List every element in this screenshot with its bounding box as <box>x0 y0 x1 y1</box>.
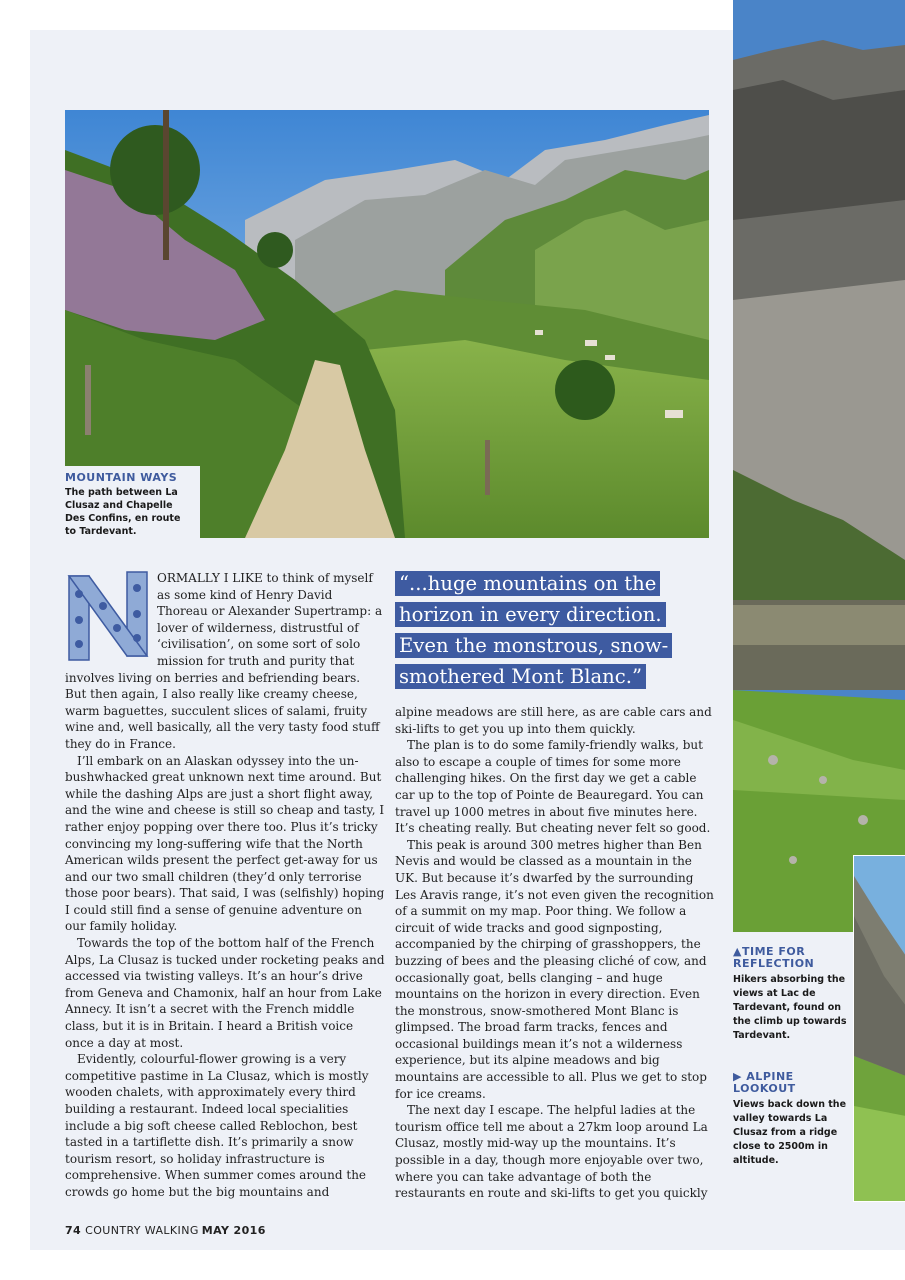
lake-tardevant-photo <box>733 0 905 932</box>
article-column-2 <box>395 704 715 1202</box>
publication-name: COUNTRY WALKING <box>85 1224 199 1237</box>
article-column-1 <box>65 570 385 1201</box>
page-number: 74 <box>65 1224 82 1237</box>
paragraph: The next day I escape. The helpful ladies at the tourism office tell me about a 27km loop around La Clusaz, mostly mid-way up the mountains. It’s possible in a day, though more enjoyable over two, where you can take advantage of both the restaurants en route and ski-lifts to get you quickly <box>395 1103 708 1201</box>
caption-title: MOUNTAIN WAYS <box>65 471 178 484</box>
issue-date: MAY 2016 <box>201 1224 266 1237</box>
caption-text: Views back down the valley towards La Clusaz from a ridge close to 2500m in altitude. <box>733 1099 847 1166</box>
page-footer <box>65 1224 266 1237</box>
paragraph: This peak is around 300 metres higher than Ben Nevis and would be classed as a mountain in the UK. But because it’s dwarfed by the surrounding Les Aravis range, it’s not even given the recognition of a summit on my map. Poor thing. We follow a circuit of wide tracks and good signposting, accompanied by the chirping of grasshoppers, the buzzing of bees and the pleasing cliché of cow, and occasionally goat, bells clanging – and huge mountains on the horizon in every direction. Even the monstrous, snow-smothered Mont Blanc is glimpsed. The broad farm tracks, fences and occasional buildings mean it’s not a wilderness experience, but its alpine meadows and big mountains are accessible to all. Plus we get to stop for ice creams. <box>395 837 714 1101</box>
paragraph: Evidently, colourful-flower growing is a very competitive pastime in La Clusaz, which is mostly wooden chalets, with approximately every third building a restaurant. Indeed local specialities include a big soft cheese called Reblochon, best tasted in a tartiflette dish. It’s primarily a snow tourism resort, so holiday infrastructure is comprehensive. When summer comes around the crowds go home but the big mountains and <box>65 1052 369 1199</box>
dropcap-n-icon <box>65 570 153 662</box>
pull-quote-text: “...huge mountains on the horizon in every direction. Even the monstrous, snow-smothered Mont Blanc.” <box>395 571 672 689</box>
paragraph: alpine meadows are still here, as are cable cars and ski-lifts to get you up into them quickly. <box>395 705 712 736</box>
caption-title: ALPINE LOOKOUT <box>733 1070 796 1095</box>
paragraph: Towards the top of the bottom half of the French Alps, La Clusaz is tucked under rocketing peaks and accessed via twisting valleys. It’s an hour’s drive from Geneva and Chamonix, half an hour from Lake Annecy. It isn’t a secret with the French middle class, but it is in Britain. I heard a British voice once a day at most. <box>65 936 385 1050</box>
paragraph: ORMALLY I LIKE to think of myself as some kind of Henry David Thoreau or Alexander Supertramp: a lover of wilderness, distrustful of ‘civilisation’, on some sort of solo mission for truth and purity that involves living on berries and befriending bears. But then again, I also really like creamy cheese, warm baguettes, succulent slices of salami, fruity wine and, well basically, all the very tasty food stuff they do in France. <box>65 571 383 751</box>
caption-title: TIME FOR REFLECTION <box>733 945 815 970</box>
triangle-up-icon: ▲ <box>733 945 742 958</box>
paragraph: I’ll embark on an Alaskan odyssey into the un-bushwhacked great unknown next time around. But while the dashing Alps are just a short flight away, and the wine and cheese is still so cheap and tasty, I rather enjoy popping over there too. Plus it’s tricky convincing my long-suffering wife that the North American wilds present the perfect get-away for us and our two small children (they’d only terrorise those poor bears). That said, I was (selfishly) hoping I could still find a sense of genuine adventure on our family holiday. <box>65 753 385 934</box>
caption-text: The path between La Clusaz and Chapelle Des Confins, en route to Tardevant. <box>65 487 181 537</box>
alpine-lookout-photo <box>853 855 905 1202</box>
caption-alpine-lookout <box>733 1071 853 1168</box>
triangle-right-icon: ▶ <box>733 1070 747 1083</box>
paragraph: The plan is to do some family-friendly walks, but also to escape a couple of times for some more challenging hikes. On the first day we get a cable car up to the top of Pointe de Beauregard. You can travel up 1000 metres in about five minutes here. It’s cheating really. But cheating never felt so good. <box>395 738 711 836</box>
caption-mountain-ways <box>57 466 200 542</box>
pull-quote <box>395 568 715 692</box>
caption-text: Hikers absorbing the views at Lac de Tardevant, found on the climb up towards Tardevant. <box>733 974 847 1041</box>
caption-time-for-reflection <box>733 946 853 1043</box>
